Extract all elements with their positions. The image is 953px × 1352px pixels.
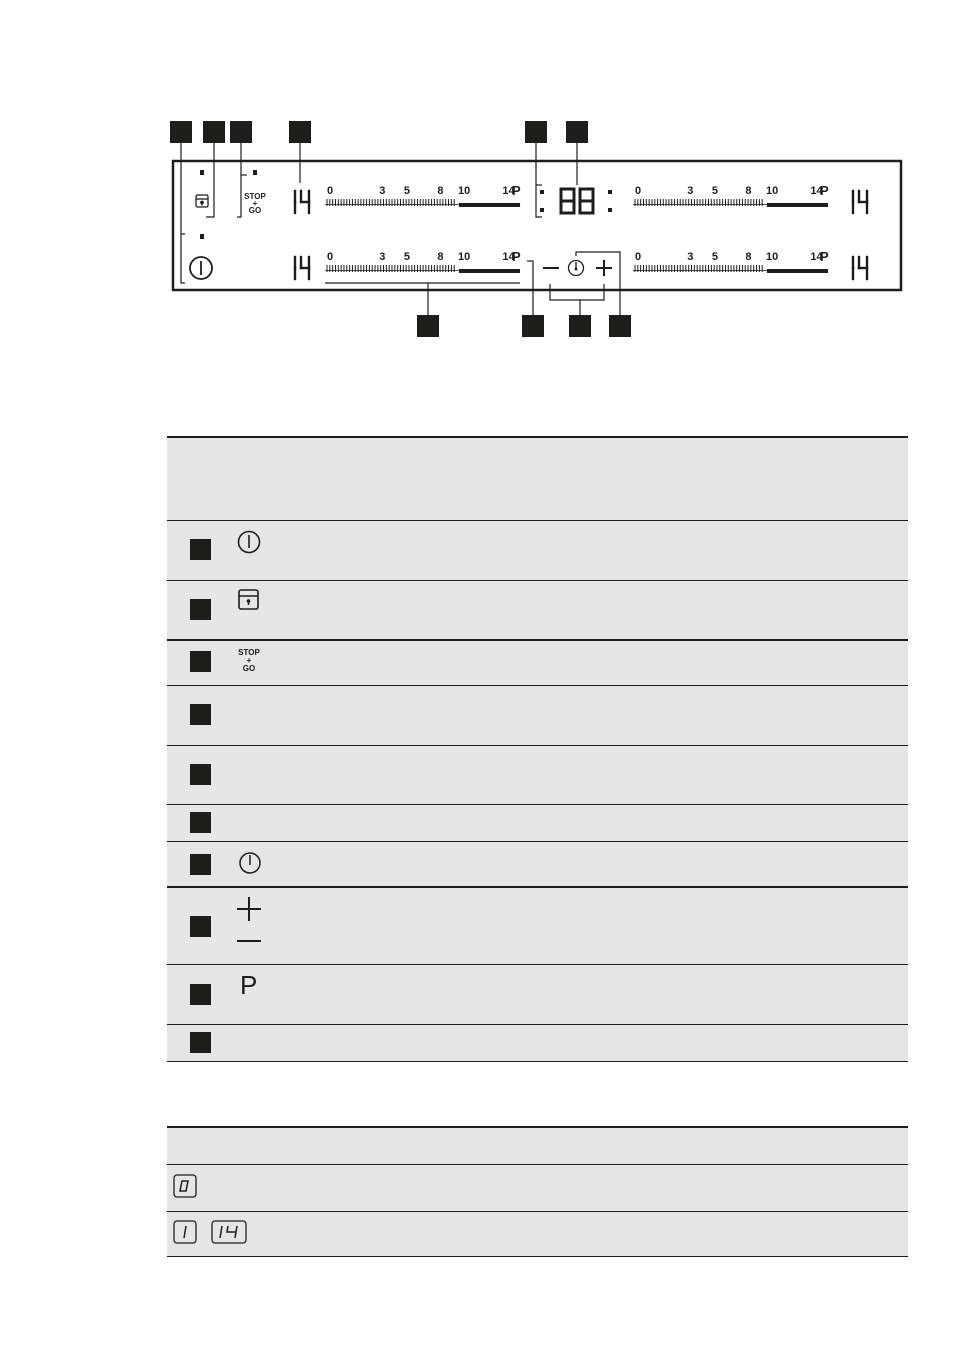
zone-display-bottom-right xyxy=(853,257,867,279)
power-boost-label: P xyxy=(820,183,829,198)
control-panel-diagram xyxy=(0,0,953,360)
scale-label: 10 xyxy=(766,251,779,263)
scale-label: 10 xyxy=(766,185,779,197)
indicator-dot xyxy=(200,170,204,175)
zone-display-top-left xyxy=(295,191,309,213)
power-icon xyxy=(235,528,265,558)
scale-label: 10 xyxy=(458,251,471,263)
scale-label: 5 xyxy=(711,185,718,197)
zone-display-top-right xyxy=(853,191,867,213)
max-bar xyxy=(459,203,520,207)
scale-label: 14 xyxy=(810,185,823,197)
svg-text:STOP: STOP xyxy=(238,648,260,657)
stop-go-icon xyxy=(233,646,267,676)
scale-label: 5 xyxy=(403,185,410,197)
lock-icon[interactable] xyxy=(196,195,208,207)
table-row-2 xyxy=(167,1212,908,1256)
row-marker xyxy=(190,764,211,785)
scale-label: 3 xyxy=(379,251,386,263)
callout-marker xyxy=(417,315,439,337)
lock-icon xyxy=(235,587,265,617)
max-bar xyxy=(767,203,828,207)
callout-marker xyxy=(203,121,225,143)
scale-label: 8 xyxy=(437,251,444,263)
power-boost-label: P xyxy=(512,249,521,264)
callout-markers-bottom xyxy=(417,315,631,337)
timer-display xyxy=(540,189,612,213)
callout-marker xyxy=(170,121,192,143)
stop-go-icon[interactable] xyxy=(244,192,266,215)
table-row-7 xyxy=(167,842,908,886)
scale-label: 3 xyxy=(687,185,694,197)
table-row-9 xyxy=(167,965,908,1024)
scale-label: 0 xyxy=(635,251,642,263)
colon-dot xyxy=(608,208,612,212)
timer-value xyxy=(561,189,593,213)
zone-display-bottom-left xyxy=(295,257,309,279)
max-bar xyxy=(767,269,828,273)
row-marker xyxy=(190,651,211,672)
table-row-3 xyxy=(167,641,908,685)
display-one-icon xyxy=(173,1220,199,1246)
indicator-dot xyxy=(253,170,257,175)
colon-dot xyxy=(608,190,612,194)
display-zero-icon xyxy=(173,1174,199,1200)
callout-markers-top xyxy=(170,121,588,143)
table-row-8 xyxy=(167,888,908,964)
row-marker xyxy=(190,916,211,937)
row-marker xyxy=(190,812,211,833)
slider-top-right[interactable] xyxy=(633,183,829,207)
svg-text:GO: GO xyxy=(242,664,256,673)
callout-marker xyxy=(566,121,588,143)
scale-label: 0 xyxy=(635,185,642,197)
svg-text:+: + xyxy=(252,199,258,208)
slider-bottom-left[interactable] xyxy=(325,249,521,273)
scale-label: 5 xyxy=(711,251,718,263)
display-fourteen-icon xyxy=(211,1220,249,1246)
table-row-1 xyxy=(167,1165,908,1211)
callout-marker xyxy=(230,121,252,143)
row-marker xyxy=(190,1032,211,1053)
indicator-dot xyxy=(200,234,204,239)
scale-label: 0 xyxy=(327,251,334,263)
symbols-table xyxy=(167,436,908,1066)
scale-label: 8 xyxy=(437,185,444,197)
row-marker xyxy=(190,984,211,1005)
timer-digits xyxy=(561,189,593,213)
power-icon[interactable] xyxy=(190,257,212,279)
scale-label: 8 xyxy=(745,185,752,197)
scale-label: 14 xyxy=(502,251,515,263)
scale-label: 0 xyxy=(327,185,334,197)
callout-marker xyxy=(609,315,631,337)
scale-label: 3 xyxy=(379,185,386,197)
scale-label: 5 xyxy=(403,251,410,263)
table-row-1 xyxy=(167,521,908,580)
table-rule xyxy=(167,1061,908,1062)
p-icon: P xyxy=(240,970,258,1000)
row-marker xyxy=(190,704,211,725)
colon-dot xyxy=(540,208,544,212)
callout-marker xyxy=(522,315,544,337)
table-header-row xyxy=(167,1128,908,1164)
scale-label: 14 xyxy=(810,251,823,263)
scale-label: 10 xyxy=(458,185,471,197)
table-row-6 xyxy=(167,805,908,841)
power-boost-label: P xyxy=(512,183,521,198)
power-sliders[interactable] xyxy=(325,183,829,273)
table-row-4 xyxy=(167,686,908,745)
slider-top-left[interactable] xyxy=(325,183,521,207)
table-rule xyxy=(167,1256,908,1257)
colon-dot xyxy=(540,190,544,194)
row-marker xyxy=(190,854,211,875)
svg-text:STOP: STOP xyxy=(244,192,266,201)
max-bar xyxy=(459,269,520,273)
table-row-2 xyxy=(167,581,908,639)
row-marker xyxy=(190,599,211,620)
callout-marker xyxy=(525,121,547,143)
table-row-10 xyxy=(167,1025,908,1061)
timer-plus-icon[interactable] xyxy=(596,260,612,276)
scale-label: 3 xyxy=(687,251,694,263)
timer-icon[interactable] xyxy=(569,261,584,276)
svg-text:GO: GO xyxy=(248,206,262,215)
slider-bottom-right[interactable] xyxy=(633,249,829,273)
display-table xyxy=(167,1126,908,1260)
table-header-row xyxy=(167,438,908,520)
table-row-5 xyxy=(167,746,908,804)
power-boost-label: P xyxy=(820,249,829,264)
scale-label: 8 xyxy=(745,251,752,263)
plus-minus-icon xyxy=(235,896,265,950)
timer-icon xyxy=(237,850,265,878)
svg-text:+: + xyxy=(246,656,252,665)
callout-marker xyxy=(569,315,591,337)
row-marker xyxy=(190,539,211,560)
scale-label: 14 xyxy=(502,185,515,197)
callout-marker xyxy=(289,121,311,143)
